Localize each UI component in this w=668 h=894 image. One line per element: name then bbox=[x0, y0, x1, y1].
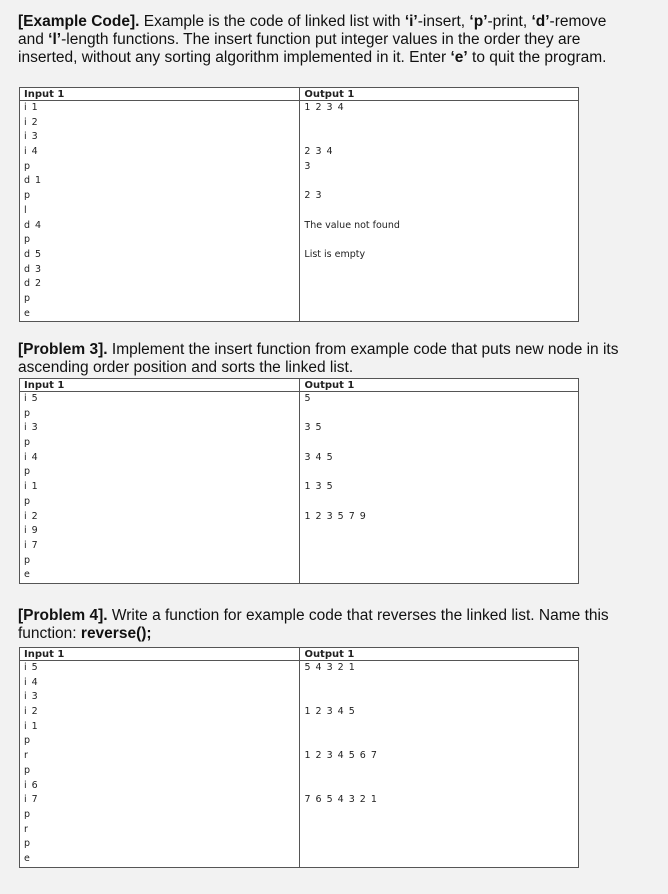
cell-line: i 4 bbox=[24, 451, 39, 463]
cell-line: p bbox=[24, 437, 32, 449]
cell-line: i 5 bbox=[24, 393, 39, 404]
cell-line: 7 6 5 4 3 2 1 bbox=[304, 794, 378, 806]
problem4-heading: [Problem 4]. bbox=[18, 607, 108, 624]
cell-line: p bbox=[24, 495, 32, 507]
example-io-table bbox=[19, 87, 579, 322]
cell-line: p bbox=[24, 234, 32, 246]
cell-line: e bbox=[24, 307, 31, 319]
cell-line bbox=[304, 676, 574, 691]
cell-line: i 3 bbox=[24, 131, 39, 143]
cell-line bbox=[304, 465, 574, 480]
output-header: Output 1 bbox=[300, 379, 579, 392]
input-header: Input 1 bbox=[20, 648, 300, 661]
cell-line bbox=[304, 568, 574, 583]
cell-line: 2 3 bbox=[304, 190, 323, 202]
cell-line bbox=[304, 779, 574, 794]
cell-line: p bbox=[24, 808, 32, 820]
cell-line: p bbox=[24, 466, 32, 478]
cell-line: The value not found bbox=[304, 219, 400, 231]
cell-line: 1 2 3 5 7 9 bbox=[304, 510, 367, 522]
cell-line bbox=[304, 539, 574, 554]
cell-line bbox=[304, 554, 574, 569]
cell-line: e bbox=[24, 852, 31, 864]
cell-line bbox=[304, 130, 574, 145]
cell-line: 1 2 3 4 bbox=[304, 102, 345, 113]
cell-line: d 4 bbox=[24, 219, 43, 231]
cell-line: p bbox=[24, 407, 32, 419]
cell-line bbox=[304, 292, 574, 307]
cell-line: 1 3 5 bbox=[304, 481, 334, 493]
cell-line: i 4 bbox=[24, 676, 39, 688]
cell-line bbox=[304, 720, 574, 735]
cell-line bbox=[304, 852, 574, 867]
cell-line: i 2 bbox=[24, 116, 39, 128]
input-cell bbox=[20, 392, 300, 584]
cell-line bbox=[304, 277, 574, 292]
cell-line bbox=[304, 204, 574, 219]
cell-line: d 5 bbox=[24, 248, 43, 260]
cell-line bbox=[304, 823, 574, 838]
cell-line bbox=[304, 233, 574, 248]
cell-line bbox=[304, 436, 574, 451]
cell-line: p bbox=[24, 735, 32, 747]
cell-line: i 5 bbox=[24, 662, 39, 673]
cell-line bbox=[304, 263, 574, 278]
cell-line: l bbox=[24, 204, 28, 216]
problem3-description: [Problem 3]. Implement the insert function from example code that puts new node in its ascending order position and sorts the linked list. bbox=[18, 341, 619, 376]
cell-line: 3 4 5 bbox=[304, 451, 334, 463]
cell-line: 5 4 3 2 1 bbox=[304, 662, 356, 673]
cell-line: 2 3 4 bbox=[304, 146, 334, 158]
cell-line bbox=[304, 407, 574, 422]
cell-line: e bbox=[24, 569, 31, 581]
cell-line: i 1 bbox=[24, 720, 39, 732]
cell-line bbox=[304, 690, 574, 705]
cell-line bbox=[304, 495, 574, 510]
cell-line: d 2 bbox=[24, 278, 43, 290]
cell-line: p bbox=[24, 838, 32, 850]
input-cell bbox=[20, 101, 300, 322]
input-header: Input 1 bbox=[20, 88, 300, 101]
cell-line: 3 5 bbox=[304, 422, 323, 434]
cell-line: r bbox=[24, 823, 29, 835]
output-cell bbox=[300, 101, 579, 322]
cell-line: i 2 bbox=[24, 706, 39, 718]
cell-line: i 1 bbox=[24, 481, 39, 493]
cell-line: i 9 bbox=[24, 525, 39, 537]
output-cell bbox=[300, 661, 579, 868]
cell-line bbox=[304, 764, 574, 779]
cell-line: i 1 bbox=[24, 102, 39, 113]
cell-line bbox=[304, 174, 574, 189]
problem3-heading: [Problem 3]. bbox=[18, 341, 108, 358]
cell-line: p bbox=[24, 160, 32, 172]
cell-line: i 7 bbox=[24, 794, 39, 806]
example-heading: [Example Code]. bbox=[18, 13, 140, 30]
problem4-description: [Problem 4]. Write a function for example code that reverses the linked list. Name this function: reverse(); bbox=[18, 607, 609, 642]
cell-line: r bbox=[24, 750, 29, 762]
cell-line: i 3 bbox=[24, 422, 39, 434]
cell-line: 1 2 3 4 5 bbox=[304, 706, 356, 718]
cell-line bbox=[304, 307, 574, 322]
problem4-io-table bbox=[19, 647, 579, 868]
example-description: [Example Code]. Example is the code of linked list with ‘i’-insert, ‘p’-print, ‘d’-remove and ‘l’-length functions. The insert function put integer values in the order they are inserted, without any sorting algorithm implemented in it. Enter ‘e’ to quit the program. bbox=[18, 13, 607, 66]
output-header: Output 1 bbox=[300, 648, 579, 661]
cell-line: 5 bbox=[304, 393, 312, 404]
cell-line bbox=[304, 808, 574, 823]
input-header: Input 1 bbox=[20, 379, 300, 392]
cell-line bbox=[304, 116, 574, 131]
cell-line: d 3 bbox=[24, 263, 43, 275]
cell-line bbox=[304, 734, 574, 749]
cell-line bbox=[304, 837, 574, 852]
cell-line: d 1 bbox=[24, 175, 43, 187]
problem3-io-table bbox=[19, 378, 579, 584]
output-cell bbox=[300, 392, 579, 584]
cell-line: i 2 bbox=[24, 510, 39, 522]
output-header: Output 1 bbox=[300, 88, 579, 101]
input-cell bbox=[20, 661, 300, 868]
cell-line: p bbox=[24, 764, 32, 776]
cell-line bbox=[304, 524, 574, 539]
cell-line: 3 bbox=[304, 160, 312, 172]
cell-line: i 6 bbox=[24, 779, 39, 791]
cell-line: p bbox=[24, 292, 32, 304]
cell-line: p bbox=[24, 554, 32, 566]
cell-line: List is empty bbox=[304, 248, 366, 260]
cell-line: i 4 bbox=[24, 146, 39, 158]
cell-line: p bbox=[24, 190, 32, 202]
cell-line: i 3 bbox=[24, 691, 39, 703]
cell-line: i 7 bbox=[24, 539, 39, 551]
reverse-function-name: reverse(); bbox=[80, 625, 152, 642]
cell-line: 1 2 3 4 5 6 7 bbox=[304, 750, 378, 762]
